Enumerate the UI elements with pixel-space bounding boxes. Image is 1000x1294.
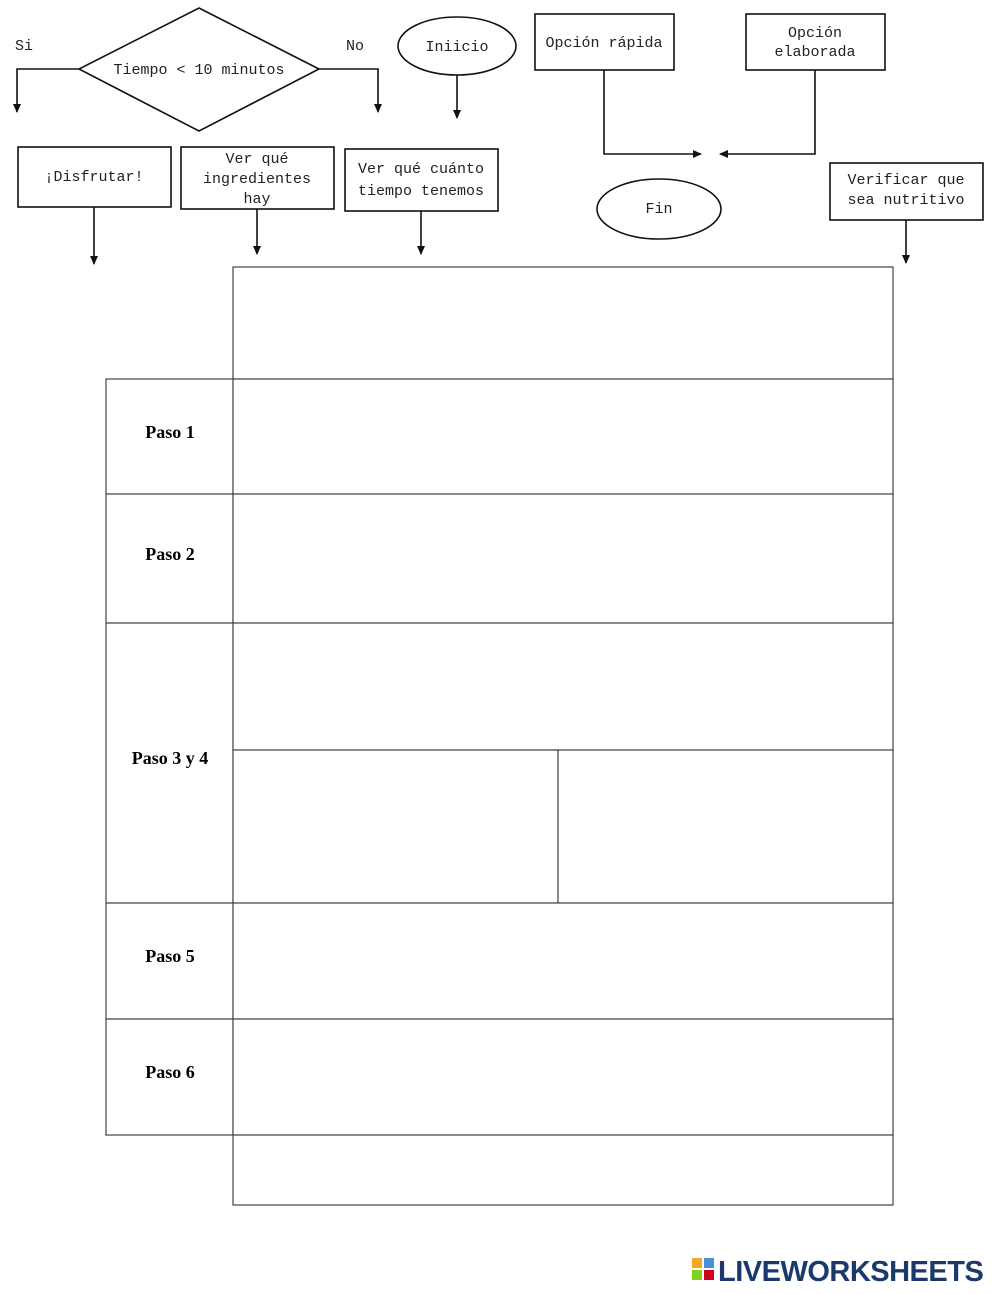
- answer-slot-step5[interactable]: [233, 903, 893, 1019]
- ingredients-node[interactable]: [181, 147, 334, 209]
- step5-label: Paso 5: [145, 946, 195, 966]
- step34-label: Paso 3 y 4: [131, 748, 209, 768]
- liveworksheets-logo: [692, 1256, 983, 1288]
- end-label: Fin: [645, 201, 673, 218]
- step6-label: Paso 6: [145, 1062, 195, 1082]
- elaborate-option-node[interactable]: [746, 14, 885, 70]
- branch-no-label: No: [346, 38, 365, 55]
- answer-slot-step1[interactable]: [233, 379, 893, 494]
- answer-slot-end[interactable]: [233, 1135, 893, 1205]
- quick-option-label: Opción rápida: [545, 35, 663, 52]
- answer-slot-step4-left[interactable]: [233, 750, 558, 903]
- decision-label: Tiempo < 10 minutos: [113, 62, 285, 79]
- ingredients-line1: Ver qué: [225, 151, 289, 168]
- elaborate-option-line2: elaborada: [774, 44, 856, 61]
- decision-node[interactable]: [79, 8, 319, 131]
- answer-slot-step3[interactable]: [233, 623, 893, 750]
- arrow-no: [319, 69, 378, 112]
- logo-icon: [692, 1258, 714, 1280]
- step1-label: Paso 1: [145, 422, 195, 442]
- ingredients-line3: hay: [243, 191, 271, 208]
- time-node[interactable]: [345, 149, 498, 211]
- quick-option-node[interactable]: [535, 14, 674, 70]
- answer-slot-step2[interactable]: [233, 494, 893, 623]
- nutrition-line1: Verificar que: [847, 172, 965, 189]
- nutrition-line2: sea nutritivo: [847, 192, 965, 209]
- arrow-elaborate: [720, 70, 815, 154]
- time-line1: Ver qué cuánto: [357, 161, 485, 178]
- start-label: Iniicio: [425, 39, 489, 56]
- answer-slot-step6[interactable]: [233, 1019, 893, 1135]
- answer-slot-start[interactable]: [233, 267, 893, 379]
- start-node[interactable]: [398, 17, 516, 75]
- enjoy-label: ¡Disfrutar!: [44, 169, 144, 186]
- elaborate-option-line1: Opción: [787, 25, 843, 42]
- arrow-quick: [604, 70, 701, 154]
- end-node[interactable]: [597, 179, 721, 239]
- time-line2: tiempo tenemos: [357, 183, 485, 200]
- answer-slot-step4-right[interactable]: [558, 750, 893, 903]
- brand-name: LIVEWORKSHEETS: [718, 1256, 984, 1288]
- step2-label: Paso 2: [145, 544, 195, 564]
- arrow-yes: [17, 69, 79, 112]
- ingredients-line2: ingredientes: [202, 171, 312, 188]
- enjoy-node[interactable]: [18, 147, 171, 207]
- nutrition-node[interactable]: [830, 163, 983, 220]
- branch-yes-label: Si: [15, 38, 34, 55]
